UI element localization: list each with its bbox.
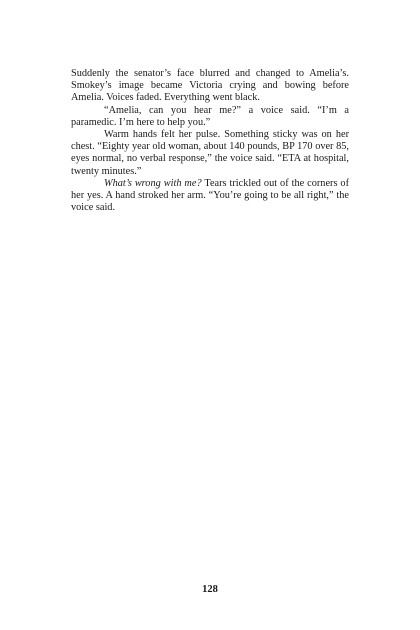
- page-number: 128: [202, 584, 218, 595]
- paragraph-4-text: Tears trickled out of the corners of her yes. A hand stroked her arm. “You’re going to be all right,” the voice said.: [71, 177, 349, 214]
- paragraph-4-italic-thought: What’s wrong with me?: [104, 177, 202, 189]
- paragraph-2-text: “Amelia, can you hear me?” a voice said. “I’m a paramedic. I’m here to help you.”: [71, 104, 349, 128]
- paragraph-1: [71, 68, 349, 105]
- body-text: [71, 68, 349, 214]
- paragraph-3-text: Warm hands felt her pulse. Something sticky was on her chest. “Eighty year old woman, about 140 pounds, BP 170 over 85, eyes normal, no verbal response,” the voice said. “ETA at hospital, twenty minutes.”: [71, 129, 349, 177]
- paragraph-1-text: Suddenly the senator’s face blurred and changed to Amelia’s. Smokey’s image became Victoria crying and bowing before Amelia. Voices faded. Everything went black.: [71, 68, 349, 104]
- paragraph-2: [71, 105, 349, 129]
- paragraph-4: [71, 178, 349, 215]
- paragraph-3: [71, 129, 349, 178]
